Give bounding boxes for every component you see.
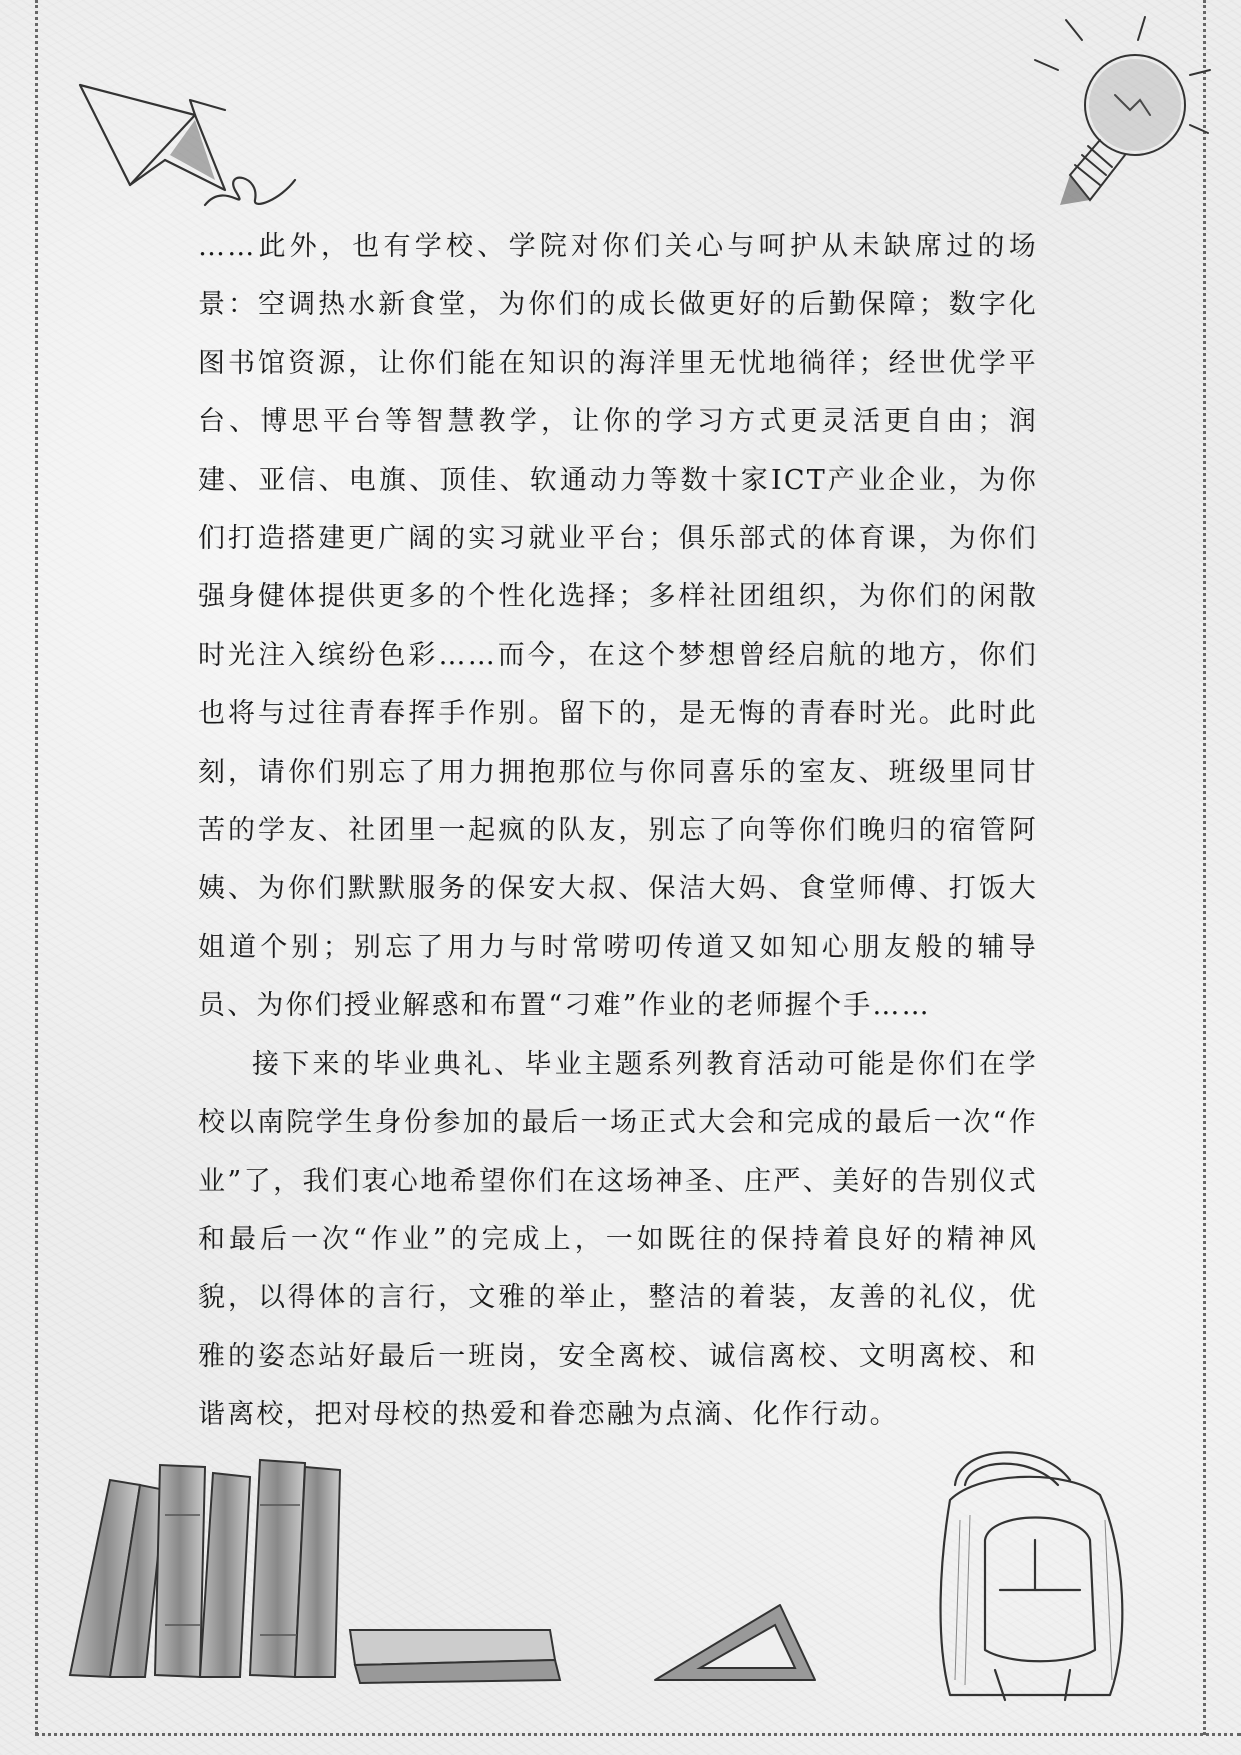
- paper-plane-icon: [75, 80, 305, 210]
- dotted-border-right: [1203, 0, 1206, 1735]
- backpack-icon: [930, 1440, 1145, 1710]
- paragraph-2: 接下来的毕业典礼、毕业主题系列教育活动可能是你们在学校以南院学生身份参加的最后一场正式大会和完成的最后一次“作业”了，我们衷心地希望你们在这场神圣、庄严、美好的告别仪式和最后一次“作业”的完成上，一如既往的保持着良好的精神风貌，以得体的言行，文雅的举止，整洁的着装，友善的礼仪，优雅的姿态站好最后一班岗，安全离校、诚信离校、文明离校、和谐离校，把对母校的热爱和眷恋融为点滴、化作行动。: [198, 1048, 1038, 1431]
- dotted-border-left: [35, 0, 38, 1735]
- light-bulb-icon: [1030, 15, 1220, 215]
- paragraph-1: ……此外，也有学校、学院对你们关心与呵护从未缺席过的场景：空调热水新食堂，为你们的成长做更好的后勤保障；数字化图书馆资源，让你们能在知识的海洋里无忧地徜徉；经世优学平台、博思平台等智慧教学，让你的学习方式更灵活更自由；润建、亚信、电旗、顶佳、软通动力等数十家ICT产业企业，为你们打造搭建更广阔的实习就业平台；俱乐部式的体育课，为你们强身健体提供更多的个性化选择；多样社团组织，为你们的闲散时光注入缤纷色彩……而今，在这个梦想曾经启航的地方，你们也将与过往青春挥手作别。留下的，是无悔的青春时光。此时此刻，请你们别忘了用力拥抱那位与你同喜乐的室友、班级里同甘苦的学友、社团里一起疯的队友，别忘了向等你们晚归的宿管阿姨、为你们默默服务的保安大叔、保洁大妈、食堂师傅、打饭大姐道个别；别忘了用力与时常唠叨传道又如知心朋友般的辅导员、为你们授业解惑和布置“刁难”作业的老师握个手……: [198, 231, 1038, 1022]
- triangle-ruler-icon: [650, 1600, 820, 1685]
- letter-body: [198, 218, 1038, 1445]
- dotted-border-bottom: [35, 1733, 1241, 1736]
- book-stack-icon: [65, 1455, 585, 1685]
